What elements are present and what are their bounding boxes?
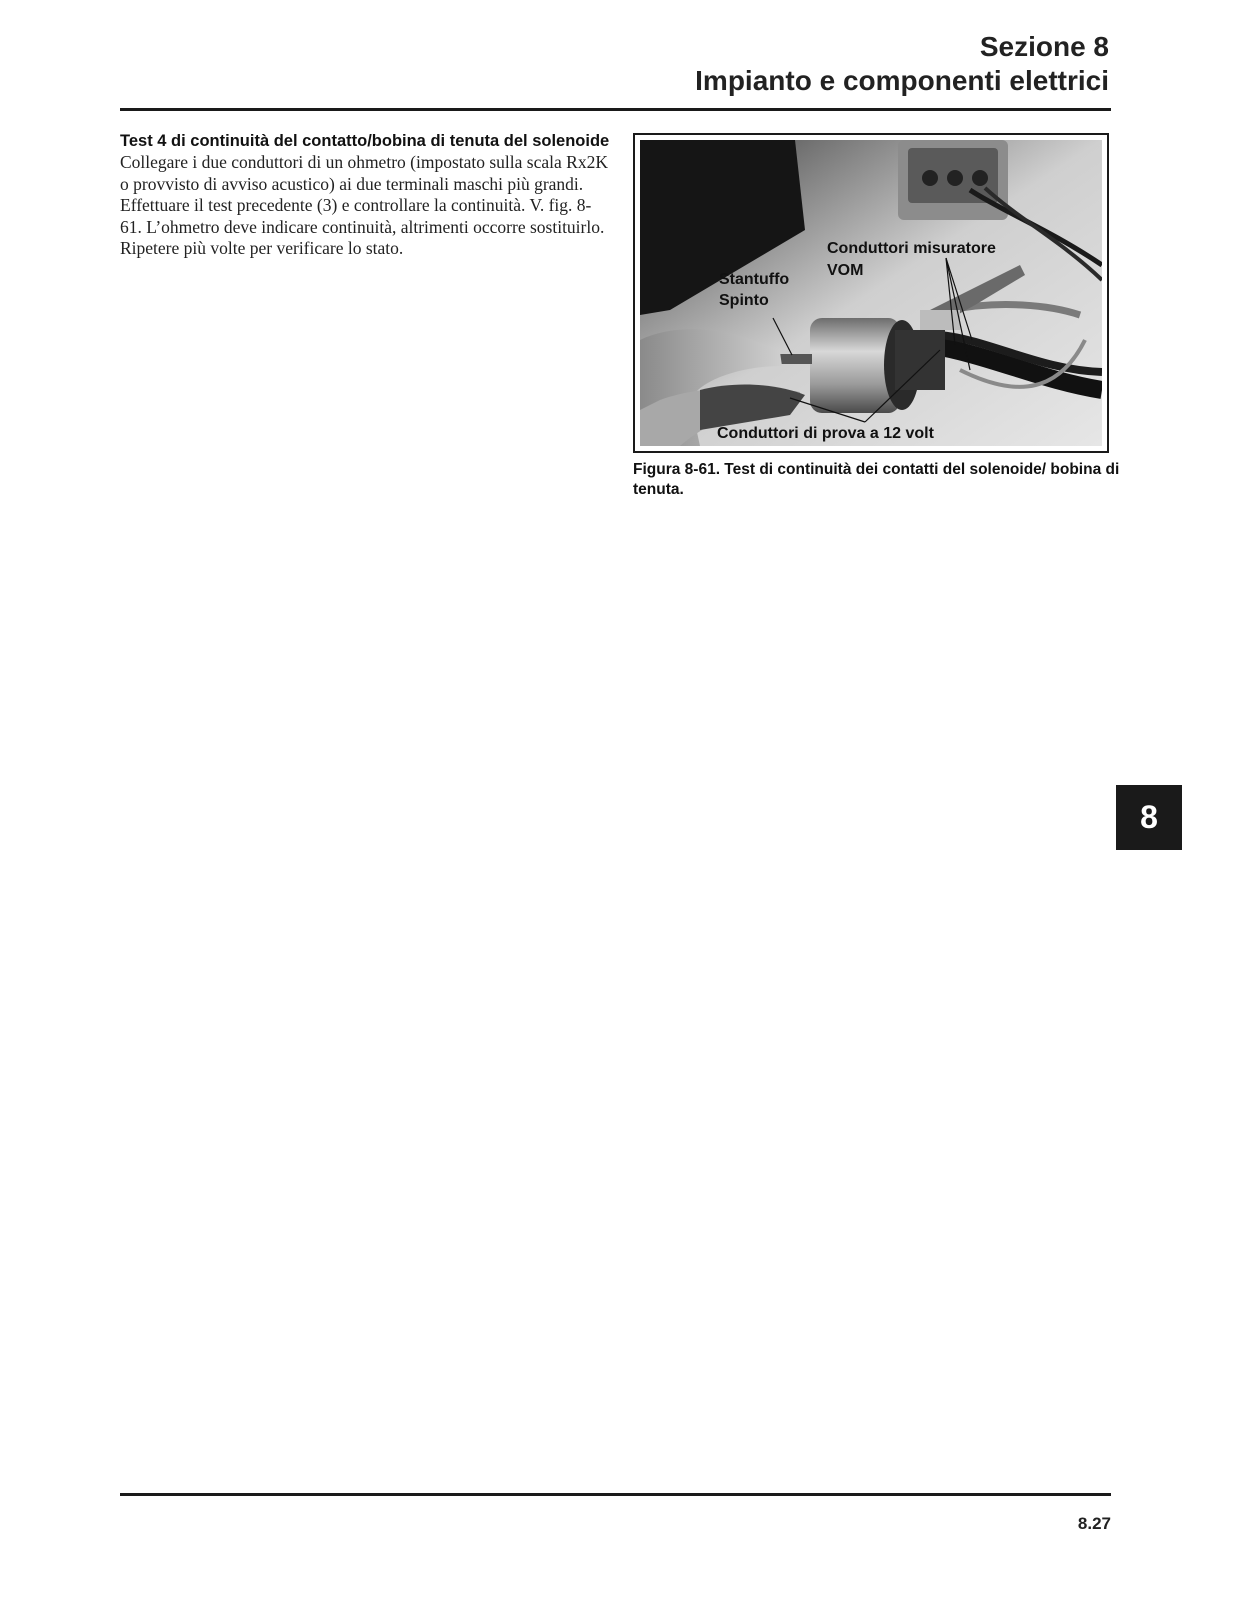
label-vom-line2: VOM	[827, 262, 864, 279]
header-rule	[120, 108, 1111, 111]
article-heading: Test 4 di continuità del contatto/bobina di tenuta del solenoide	[120, 132, 610, 150]
article	[120, 131, 610, 260]
page-number: 8.27	[1077, 1514, 1111, 1533]
section-header	[695, 30, 1109, 98]
section-number: Sezione 8	[979, 31, 1109, 62]
label-vom-line1: Conduttori misuratore	[827, 240, 996, 257]
article-body: Collegare i due conduttori di un ohmetro (impostato sulla scala Rx2K o provvisto di avviso acustico) ai due terminali maschi più grandi. Effettuare il test precedente (3) e controllare la continuità. V. fig. 8-61. L’ohmetro deve indicare continuità, altrimenti occorre sostituirlo. Ripetere più volte per verificare lo stato.	[120, 152, 608, 258]
figure-frame	[633, 133, 1109, 453]
label-test-leads: Conduttori di prova a 12 volt	[717, 425, 934, 442]
label-plunger-line2: Spinto	[719, 292, 769, 309]
section-title: Impianto e componenti elettrici	[695, 65, 1109, 96]
figure-caption: Figura 8-61. Test di continuità dei contatti del solenoide/ bobina di tenuta.	[633, 461, 1120, 498]
footer-rule	[120, 1493, 1111, 1496]
section-tab: 8	[1116, 785, 1182, 850]
label-plunger-line1: Stantuffo	[719, 271, 790, 288]
solenoid-test-photo	[640, 140, 1102, 446]
